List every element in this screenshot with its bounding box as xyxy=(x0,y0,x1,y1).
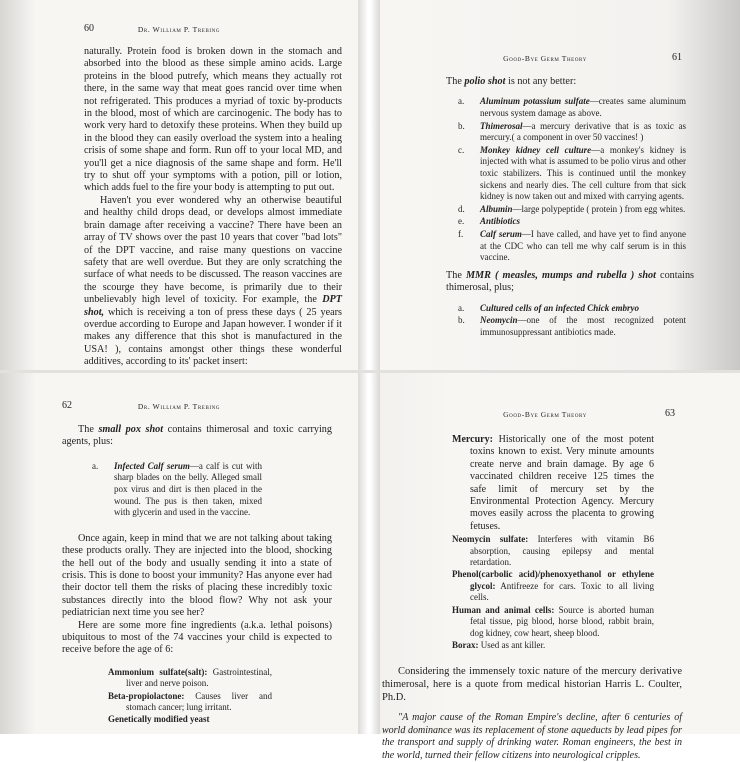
list-item xyxy=(458,121,686,144)
polio-ingredient-list xyxy=(458,96,686,263)
mmr-ingredient-list xyxy=(458,303,686,339)
item-text: —a mercury derivative that is as toxic as mercury.( a component in over 50 vaccines! ) xyxy=(480,120,686,143)
glossary-entry xyxy=(452,569,654,603)
paragraph: Here are some more fine ingredients (a.k.a. lethal poisons) ubiquitous to most of the 74 vaccines your child is expected to receive before the age of 6: xyxy=(62,619,332,656)
item-text: —a calf is cut with sharp blades on the belly. Alleged small pox virus and dirt is then placed in the wound. The pus is then taken, mixed with glycerin and used in the vaccine. xyxy=(114,460,263,518)
list-item xyxy=(92,461,262,519)
item-letter: b. xyxy=(458,315,465,326)
smallpox-ingredient-list xyxy=(92,461,262,519)
item-term: Neomycin xyxy=(480,315,518,326)
glossary-term: Genetically modified yeast xyxy=(108,714,210,725)
quotation: "A major cause of the Roman Empire's decline, after 6 centuries of world dominance was its replacement of stone aqueducts by lead pipes for the transport and supply of drinking water. Roman engineers, the best in the world, turned their fellow citizens into neurological cripples. xyxy=(382,712,682,761)
glossary-term: Ammonium sulfate(salt): xyxy=(108,666,208,677)
page-60 xyxy=(0,0,358,372)
glossary-entry xyxy=(452,534,654,568)
item-term: Monkey kidney cell culture xyxy=(480,144,592,155)
paragraph xyxy=(62,424,332,449)
page-62-body xyxy=(62,424,332,727)
glossary-term: Human and animal cells: xyxy=(452,604,555,615)
glossary-text: Interferes with vitamin B6 absorption, causing epilepsy and mental retardation. xyxy=(470,534,654,568)
item-term: Cultured cells of an infected Chick embryo xyxy=(480,302,639,313)
item-letter: f. xyxy=(458,228,464,239)
item-letter: e. xyxy=(458,216,465,227)
paragraph: Considering the immensely toxic nature of the mercury derivative thimerosal, here is a quote from medical historian Harris L. Coulter, Ph.D. xyxy=(382,666,682,704)
list-item xyxy=(458,145,686,203)
running-head: Good-Bye Germ Theory xyxy=(503,410,587,419)
text-run: contains thimerosal and toxic carrying agents, plus: xyxy=(62,424,332,448)
item-term: Antibiotics xyxy=(480,216,521,227)
text-run: which is receiving a ton of press these days ( 25 years overdue according to Europe and Japan however. I wonder if it makes any difference that this shot is manufactured in the USA! ), contains amongst other things these wonderful additives, according to its' packet insert: xyxy=(84,306,342,368)
item-letter: d. xyxy=(458,203,465,214)
book-gutter xyxy=(358,0,380,734)
ingredient-glossary xyxy=(452,434,654,651)
page-number: 63 xyxy=(665,408,675,419)
glossary-term: Beta-propiolactone: xyxy=(108,690,185,701)
text-run: The xyxy=(446,76,465,87)
glossary-text: Source is aborted human fetal tissue, pig blood, horse blood, rabbit brain, dog kidney, cow heart, sheep blood. xyxy=(470,604,654,638)
item-term: Infected Calf serum xyxy=(114,460,190,471)
running-head: Dr. William P. Trebing xyxy=(137,25,221,34)
glossary-entry xyxy=(108,667,272,690)
glossary-text: Historically one of the most potent toxins known to exist. Very minute amounts create nerve and brain damage. By age 6 vaccinated children receive 125 times the safe limit of mercury set by the Environmental Protection Agency. Mercury moves easily across the placenta to growing fetuses. xyxy=(470,434,654,532)
item-letter: b. xyxy=(458,120,465,131)
paragraph: naturally. Protein food is broken down in the stomach and absorbed into the blood as these simple amino acids. Large proteins in the blood putrefy, which means they actually rot there, in the same way that meat goes rancid over time when not refrigerated. This produces a myriad of toxic by-products in the blood, most of which are carcinogenic. The body has to work very hard to detoxify these proteins. When they build up in the blood they can easily overload the system into a healing crisis of some shape and form. Run off to your local MD, and you'll get a nice diagnosis of the same shape and form. He'll try to shut off your symptoms with a potion, pill or lotion, which adds fuel to the fire your body is attempting to put out. xyxy=(84,46,342,194)
page-60-body xyxy=(84,46,342,389)
list-item xyxy=(458,303,686,315)
page-number: 62 xyxy=(62,400,72,411)
glossary-entry xyxy=(108,691,272,714)
glossary-entry xyxy=(452,640,654,651)
list-item xyxy=(458,229,686,264)
paragraph xyxy=(446,76,694,88)
text-run: is not any better: xyxy=(505,76,577,87)
item-term: Calf serum xyxy=(480,228,522,239)
item-text: —large polypeptide ( protein ) from egg whites. xyxy=(512,203,686,214)
glossary-entry xyxy=(108,714,272,725)
paragraph: Once again, keep in mind that we are not talking about taking these products orally. They are injected into the blood, shocking the hell out of the body and usually sending it into a state of crisis. This is done to boost your immunity? Has anyone ever had their doctor tell them the risks of placing these incredibly toxic substances directly into the blood flow? Why not ask your pediatrician next time you see her? xyxy=(62,532,332,619)
paragraph xyxy=(84,195,342,369)
emphasis: small pox shot xyxy=(98,424,164,435)
page-61 xyxy=(380,0,740,372)
glossary-text: Gastrointestinal, liver and nerve poison. xyxy=(126,666,272,689)
page-63-body xyxy=(382,434,682,762)
item-letter: a. xyxy=(92,460,99,471)
glossary-text: Used as ant killer. xyxy=(478,639,546,650)
glossary-term: Phenol(carbolic acid)/phenoxyethanol or ethylene glycol: xyxy=(452,569,654,591)
list-item xyxy=(458,204,686,216)
scan-divider xyxy=(0,370,740,373)
running-head: Good-Bye Germ Theory xyxy=(503,54,587,63)
list-item xyxy=(458,216,686,228)
item-text: —I have called, and have yet to find anyone at the CDC who can tell me why calf serum is in this vaccine. xyxy=(480,228,686,263)
list-item xyxy=(458,96,686,119)
item-term: Aluminum potassium sulfate xyxy=(480,96,590,107)
glossary-entry xyxy=(452,434,654,533)
text-run: Haven't you ever wondered why an otherwise beautiful and healthy child drops dead, or develops almost immediate brain damage after receiving a vaccine? There have been an array of TV shows over the past 10 years that cover "bad lots" of the DPT vaccine, and raise many questions on vaccine safety that are well overdue. But they are only scratching the surface of what needs to be discussed. The reason vaccines are the scourge they have become, is primarily due to their unbelievably high level of toxicity. For example, the xyxy=(84,194,342,306)
item-letter: c. xyxy=(458,144,465,155)
glossary-term: Neomycin sulfate: xyxy=(452,534,529,545)
item-text: —one of the most recognized potent immunosuppressant antibiotics made. xyxy=(480,315,686,337)
item-letter: a. xyxy=(458,302,465,313)
item-letter: a. xyxy=(458,96,465,107)
page-number: 60 xyxy=(84,23,94,34)
item-text: —a monkey's kidney is injected with what is assumed to be polio virus and other toxic stabilizers. This is continued until the monkey sickens and nearly dies. The cell culture from that sick kidney is now taken out and mixed with carrying agents. xyxy=(480,144,686,202)
glossary-term: Mercury: xyxy=(452,434,493,445)
page-61-body xyxy=(446,76,694,339)
glossary-entry xyxy=(452,605,654,639)
text-run: The xyxy=(446,269,466,281)
emphasis: DPT shot, xyxy=(84,294,342,318)
page-62 xyxy=(0,372,358,734)
glossary-text: Causes liver and stomach cancer; lung irritant. xyxy=(126,690,272,713)
page-number: 61 xyxy=(672,52,682,63)
text-run: contains thimerosal, plus; xyxy=(446,269,695,294)
item-term: Albumin xyxy=(480,203,513,214)
ingredient-glossary xyxy=(108,667,272,726)
text-run: The xyxy=(78,424,99,435)
emphasis: MMR ( measles, mumps and rubella ) shot xyxy=(465,269,656,281)
glossary-term: Borax: xyxy=(452,639,479,650)
glossary-text: Antifreeze for cars. Toxic to all living cells. xyxy=(470,580,654,603)
running-head: Dr. William P. Trebing xyxy=(137,402,221,411)
paragraph xyxy=(446,270,694,295)
page-63 xyxy=(380,372,740,761)
item-text: —creates same aluminum nervous system damage as above. xyxy=(480,96,686,118)
item-term: Thimerosal xyxy=(480,120,523,131)
list-item xyxy=(458,315,686,338)
emphasis: polio shot xyxy=(464,76,506,87)
